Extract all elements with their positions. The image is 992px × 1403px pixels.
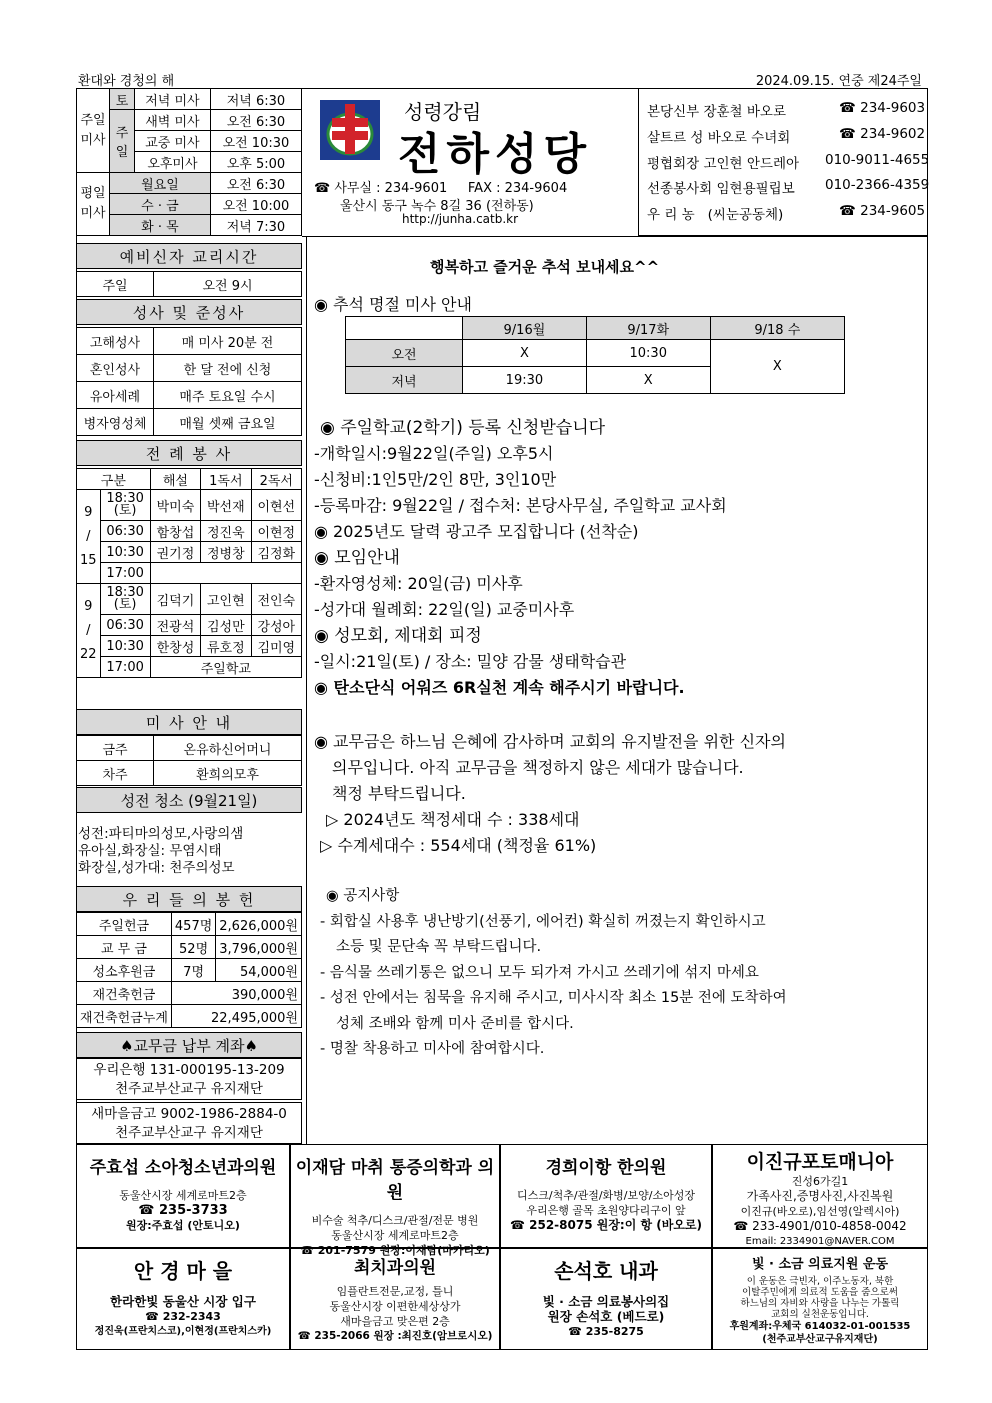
offering-name: 성소후원금 (77, 959, 172, 982)
catechumen-label: 주일 (77, 272, 154, 297)
building-fund-label: 재건축헌금 (77, 982, 172, 1005)
school-line: -등록마감: 9월22일 / 접수처: 본당사무실, 주일학교 교사회 (314, 496, 727, 515)
contact-name: 살트르 성 바오로 수녀회 (647, 130, 791, 146)
liturgy-header: 1독서 (201, 469, 251, 490)
carbon-notice: ◉ 탄소단식 어워즈 6R실천 계속 해주시기 바랍니다. (314, 678, 685, 697)
intention-value: 온유하신어머니 (154, 736, 302, 761)
contact-name: 선종봉사회 임현용필립보 (647, 181, 795, 197)
retreat-title: ◉ 성모회, 제대회 피정 (314, 626, 482, 646)
intention-value: 환희의모후 (154, 761, 302, 786)
liturgy-person: 고인현 (201, 584, 251, 615)
offering-name: 교 무 금 (77, 936, 172, 959)
liturgy-person: 강성아 (251, 615, 301, 636)
ad-title: 이진규포토매니아 (746, 1151, 894, 1173)
motto: 환대와 경청의 해 (78, 74, 175, 89)
announce-line: 성체 조배와 함께 미사 준비를 합시다. (336, 1015, 574, 1032)
ad-line: 교회의 실천운동입니다. (771, 1309, 869, 1320)
mass-time: 오전 10:30 (210, 131, 301, 152)
liturgy-person: 전인숙 (251, 584, 301, 615)
ad-pediatrics (76, 1144, 290, 1248)
liturgy-time: 18:30 (토) (100, 584, 150, 615)
mass-intention-table (76, 735, 302, 786)
offering-count: 457명 (171, 913, 215, 936)
ad-line: 디스크/척추/관절/화병/보양/소아성장 (517, 1189, 695, 1202)
intention-week: 금주 (77, 736, 154, 761)
dues-stat: ▷ 수계세대수 : 554세대 (책정율 61%) (320, 836, 597, 855)
contacts-box (638, 88, 928, 236)
liturgy-time: 06:30 (100, 615, 150, 636)
ad-line: ☎ 201-7579 원장:이재담(마카리오) (300, 1244, 490, 1257)
weekday-day: 수 · 금 (110, 194, 211, 215)
liturgy-person (150, 563, 301, 584)
weekday-mass-label: 평일 미사 (77, 173, 110, 236)
ad-line: 후원계좌:우체국 614032-01-001535 (729, 1321, 911, 1332)
catechumen-table (76, 271, 302, 297)
liturgy-person: 전광석 (150, 615, 200, 636)
notices-body (314, 415, 727, 701)
contact-name: 평협회장 고인현 안드레아 (647, 156, 800, 172)
parish-name: 전하성당 (398, 129, 593, 180)
liturgy-person: 주일학교 (150, 657, 301, 678)
offering-table (76, 912, 302, 1028)
liturgy-person: 이현선 (251, 490, 301, 521)
liturgy-person: 김미영 (251, 636, 301, 657)
website-link[interactable]: http://junha.catb.kr (402, 212, 519, 226)
meeting-title: ◉ 모임안내 (314, 548, 400, 568)
liturgy-header: 구분 (77, 469, 151, 490)
logo-subtitle: 성령강림 (404, 100, 482, 124)
offering-amount: 3,796,000원 (216, 936, 302, 959)
offering-title: 우 리 들 의 봉 헌 (76, 886, 302, 912)
liturgy-time: 17:00 (100, 563, 150, 584)
announce-line: - 회합실 사용후 냉난방기(선풍기, 에어컨) 확실히 꺼졌는지 확인하시고 (320, 913, 766, 930)
weekday-day: 월요일 (110, 173, 211, 194)
ad-title: 주효섭 소아청소년과의원 (89, 1158, 277, 1178)
cleaning-title: 성전 청소 (9월21일) (76, 787, 302, 813)
address: 울산시 동구 녹수 8길 36 (전하동) (340, 199, 534, 214)
mass-time: 저녁 6:30 (210, 89, 301, 110)
ad-line: 이탈주민에게 의료적 도움을 줌으로써 (742, 1287, 898, 1298)
contact-phone: ☎ 234-9605 (839, 203, 926, 219)
announce-line: - 명찰 착용하고 미사에 참여합시다. (320, 1041, 545, 1057)
week-label: 9 / 22 (77, 584, 101, 678)
ad-line: 한라한빛 동울산 시장 입구 (110, 1294, 256, 1309)
cleaning-line: 화장실,성가대: 천주의성모 (78, 860, 235, 876)
liturgy-time: 10:30 (100, 542, 150, 563)
sacrament-value: 한 달 전에 신청 (154, 355, 302, 382)
liturgy-person: 함창섭 (150, 521, 200, 542)
header-divider (302, 236, 928, 237)
calendar-notice: ◉ 2025년도 달력 광고주 모집합니다 (선착순) (314, 522, 639, 541)
announce-title: ◉ 공지사항 (326, 888, 400, 904)
offering-count: 52명 (171, 936, 215, 959)
weekday-day: 화 · 목 (110, 215, 211, 236)
liturgy-person: 한창성 (150, 636, 200, 657)
chuseok-row-label: 오전 (346, 340, 463, 367)
liturgy-person: 김덕기 (150, 584, 200, 615)
liturgy-time: 17:00 (100, 657, 150, 678)
contact-name: 본당신부 장훈철 바오로 (647, 104, 786, 120)
meeting-line: -성가대 월례회: 22일(일) 교중미사후 (314, 600, 575, 619)
chuseok-title: ◉ 추석 명절 미사 안내 (314, 295, 472, 314)
account-number: 새마을금고 9002-1986-2884-0 (91, 1106, 287, 1122)
contact-phone: ☎ 234-9603 (839, 100, 926, 116)
ad-line: 동울산시장 이편한세상상가 (329, 1300, 461, 1313)
contact-phone: 010-2366-4359 (825, 177, 930, 193)
ad-title: 경희이항 한의원 (545, 1158, 667, 1178)
catechumen-title: 예비신자 교리시간 (76, 243, 302, 269)
ad-line: 비수술 척추/디스크/관절/전문 병원 (311, 1214, 479, 1227)
dues-line: 의무입니다. 아직 교무금을 책정하지 않은 세대가 많습니다. (332, 758, 744, 777)
catechumen-value: 오전 9시 (154, 272, 302, 297)
chuseok-row-label: 저녁 (346, 367, 463, 394)
ad-line: ☎ 235-8275 (568, 1325, 644, 1338)
dues-line: 책정 부탁드립니다. (332, 784, 466, 803)
sacrament-name: 유아세례 (77, 382, 154, 409)
ad-title: 안 경 마 을 (133, 1259, 233, 1283)
liturgy-person: 박선재 (201, 490, 251, 521)
mass-time: 오전 6:30 (210, 110, 301, 131)
building-total-label: 재건축헌금누계 (77, 1005, 172, 1028)
weekday-time: 오전 10:00 (210, 194, 301, 215)
ad-title: 이재담 마취 통증의학과 의원 (295, 1158, 495, 1203)
chuseok-cell: 10:30 (586, 340, 710, 367)
liturgy-header: 2독서 (251, 469, 301, 490)
offering-amount: 2,626,000원 (216, 913, 302, 936)
liturgy-time: 06:30 (100, 521, 150, 542)
offering-count: 7명 (171, 959, 215, 982)
chuseok-header: 9/17화 (586, 317, 710, 340)
liturgy-person: 권기정 (150, 542, 200, 563)
ad-line: ☎ 233-4901/010-4858-0042 (733, 1219, 907, 1233)
liturgy-title: 전 례 봉 사 (76, 440, 302, 466)
contact-phone: 010-9011-4655 (825, 152, 930, 168)
ad-line: 빛 · 소금 의료봉사의집 (542, 1294, 670, 1309)
sacrament-name: 혼인성사 (77, 355, 154, 382)
dues-notice (314, 729, 786, 859)
sacraments-table (76, 327, 302, 436)
saturday-label: 토 (110, 89, 135, 110)
offering-amount: 54,000원 (216, 959, 302, 982)
ad-line: 동울산시장 세계로마트2층 (331, 1229, 459, 1242)
announce-line: - 성전 안에서는 침묵을 유지해 주시고, 미사시작 최소 15분 전에 도착하여 (320, 990, 787, 1006)
mass-name: 오후미사 (135, 152, 211, 173)
ad-line: 원장:주효섭 (안토니오) (126, 1219, 240, 1232)
liturgy-person: 박미숙 (150, 490, 200, 521)
ad-line: 우리은행 골목 초원양다리구이 앞 (526, 1204, 686, 1217)
ad-line: 원장 손석호 (베드로) (547, 1309, 665, 1324)
mass-name: 교중 미사 (135, 131, 211, 152)
liturgy-header: 해설 (150, 469, 200, 490)
ad-pain-clinic (290, 1144, 500, 1257)
mass-intention-title: 미 사 안 내 (76, 709, 302, 735)
liturgy-person: 정진욱 (201, 521, 251, 542)
ad-line: 가족사진,증명사진,사진복원 (746, 1189, 894, 1203)
chuseok-header: 9/18 수 (710, 317, 844, 340)
ad-line: 정진욱(프란치스코),이현정(프란치스카) (94, 1326, 272, 1337)
offering-name: 주일헌금 (77, 913, 172, 936)
chuseok-cell: X (710, 340, 844, 394)
account-title: ♠교무금 납부 계좌♠ (76, 1032, 302, 1058)
meeting-line: -환자영성체: 20일(금) 미사후 (314, 574, 523, 593)
ad-line: 이진규(바오로),임선영(알렉시아) (740, 1205, 900, 1218)
chuseok-cell: X (586, 367, 710, 394)
sacraments-title: 성사 및 준성사 (76, 299, 302, 325)
liturgy-person: 정병창 (201, 542, 251, 563)
liturgy-time: 18:30 (토) (100, 490, 150, 521)
column-divider (306, 236, 307, 1144)
school-line: -개학일시:9월22일(주일) 오후5시 (314, 444, 554, 463)
dues-stat: ▷ 2024년도 책정세대 수 : 338세대 (326, 810, 580, 829)
cleaning-line: 성전:파티마의성모,사랑의샘 (78, 826, 244, 842)
chuseok-cell: X (463, 340, 587, 367)
dues-line: ◉ 교무금은 하느님 은혜에 감사하며 교회의 유지발전을 위한 신자의 (314, 732, 786, 751)
sunday-label: 주 일 (110, 110, 135, 173)
liturgy-person: 이현정 (251, 521, 301, 542)
ad-internal-medicine (500, 1248, 712, 1350)
ad-line: ☎ 232-2343 (145, 1310, 221, 1323)
sacrament-value: 매주 토요일 수시 (154, 382, 302, 409)
sacrament-value: 매월 셋째 금요일 (154, 409, 302, 436)
building-fund-amount: 390,000원 (171, 982, 301, 1005)
ad-oriental-clinic (500, 1144, 712, 1248)
ad-title: 빛 · 소금 의료지원 운동 (751, 1257, 889, 1272)
ad-photo-studio (712, 1144, 928, 1248)
chuseok-header: 9/16월 (463, 317, 587, 340)
liturgy-time: 10:30 (100, 636, 150, 657)
contact-phone: ☎ 234-9602 (839, 126, 926, 142)
mass-name: 새벽 미사 (135, 110, 211, 131)
announcements (320, 884, 787, 1063)
headline: 행복하고 즐거운 추석 보내세요^^ (430, 258, 660, 276)
ad-medical-support (712, 1248, 928, 1350)
office-phone: ☎ 사무실 : 234-9601 FAX : 234-9604 (314, 181, 568, 196)
liturgy-person: 김정화 (251, 542, 301, 563)
ad-line: 새마을금고 맞은편 2층 (340, 1315, 450, 1328)
ad-line: 진성6가길1 (791, 1175, 849, 1188)
issue-date: 2024.09.15. 연중 제24주일 (755, 74, 922, 89)
liturgy-person: 김성만 (201, 615, 251, 636)
cleaning-line: 유아실,화장실: 무염시태 (78, 843, 222, 859)
sacrament-name: 고해성사 (77, 328, 154, 355)
sacrament-name: 병자영성체 (77, 409, 154, 436)
account-number: 우리은행 131-000195-13-209 (93, 1062, 285, 1078)
ad-line: Email: 2334901@NAVER.COM (745, 1236, 895, 1247)
account-holder: 천주교부산교구 유지재단 (115, 1125, 263, 1141)
account-holder: 천주교부산교구 유지재단 (115, 1081, 263, 1097)
account-box (76, 1058, 302, 1100)
cleaning-list (78, 826, 243, 877)
ad-line: ☎ 235-3733 (138, 1203, 228, 1218)
ad-title: 손석호 내과 (554, 1259, 658, 1283)
ad-line: ☎ 252-8075 원장:이 항 (바오로) (510, 1218, 702, 1232)
account-box (76, 1102, 302, 1144)
announce-line: 소등 및 문단속 꼭 부탁드립니다. (336, 939, 542, 955)
ad-title: 최치과의원 (353, 1258, 437, 1278)
weekday-time: 저녁 7:30 (210, 215, 301, 236)
ad-line: 하느님의 자비와 사랑을 나누는 가톨릭 (740, 1298, 900, 1309)
building-total-amount: 22,495,000원 (171, 1005, 301, 1028)
liturgy-table (76, 468, 302, 678)
school-title: ◉ 주일학교(2학기) 등록 신청받습니다 (320, 418, 606, 438)
intention-week: 차주 (77, 761, 154, 786)
retreat-line: -일시:21일(토) / 장소: 밀양 감물 생태학습관 (314, 652, 627, 671)
chuseok-cell: 19:30 (463, 367, 587, 394)
chuseok-corner (346, 317, 463, 340)
ad-optician (76, 1248, 290, 1350)
weekday-time: 오전 6:30 (210, 173, 301, 194)
church-logo-icon (318, 98, 382, 162)
liturgy-person: 류호정 (201, 636, 251, 657)
week-label: 9 / 15 (77, 490, 101, 584)
ad-line: ☎ 235-2066 원장 :최진호(암브로시오) (297, 1330, 493, 1342)
announce-line: - 음식물 쓰레기통은 없으니 모두 되가져 가시고 쓰레기에 섞지 마세요 (320, 964, 759, 981)
ad-line: 동울산시장 세계로마트2층 (119, 1189, 247, 1202)
ad-line: (천주교부산교구유지재단) (762, 1334, 878, 1345)
school-line: -신청비:1인5만/2인 8만, 3인10만 (314, 470, 557, 489)
ad-line: 이 운동은 극빈자, 이주노동자, 북한 (746, 1276, 894, 1287)
mass-times-table (76, 88, 302, 236)
sacrament-value: 매 미사 20분 전 (154, 328, 302, 355)
mass-name: 저녁 미사 (135, 89, 211, 110)
ad-line: 임플란트전문,교정, 틀니 (336, 1285, 454, 1298)
chuseok-table (345, 316, 845, 394)
contact-name: 우 리 농 (씨눈공동체) (647, 207, 784, 223)
mass-time: 오후 5:00 (210, 152, 301, 173)
sunday-mass-label: 주일 미사 (77, 89, 110, 173)
ad-dental (290, 1248, 500, 1350)
